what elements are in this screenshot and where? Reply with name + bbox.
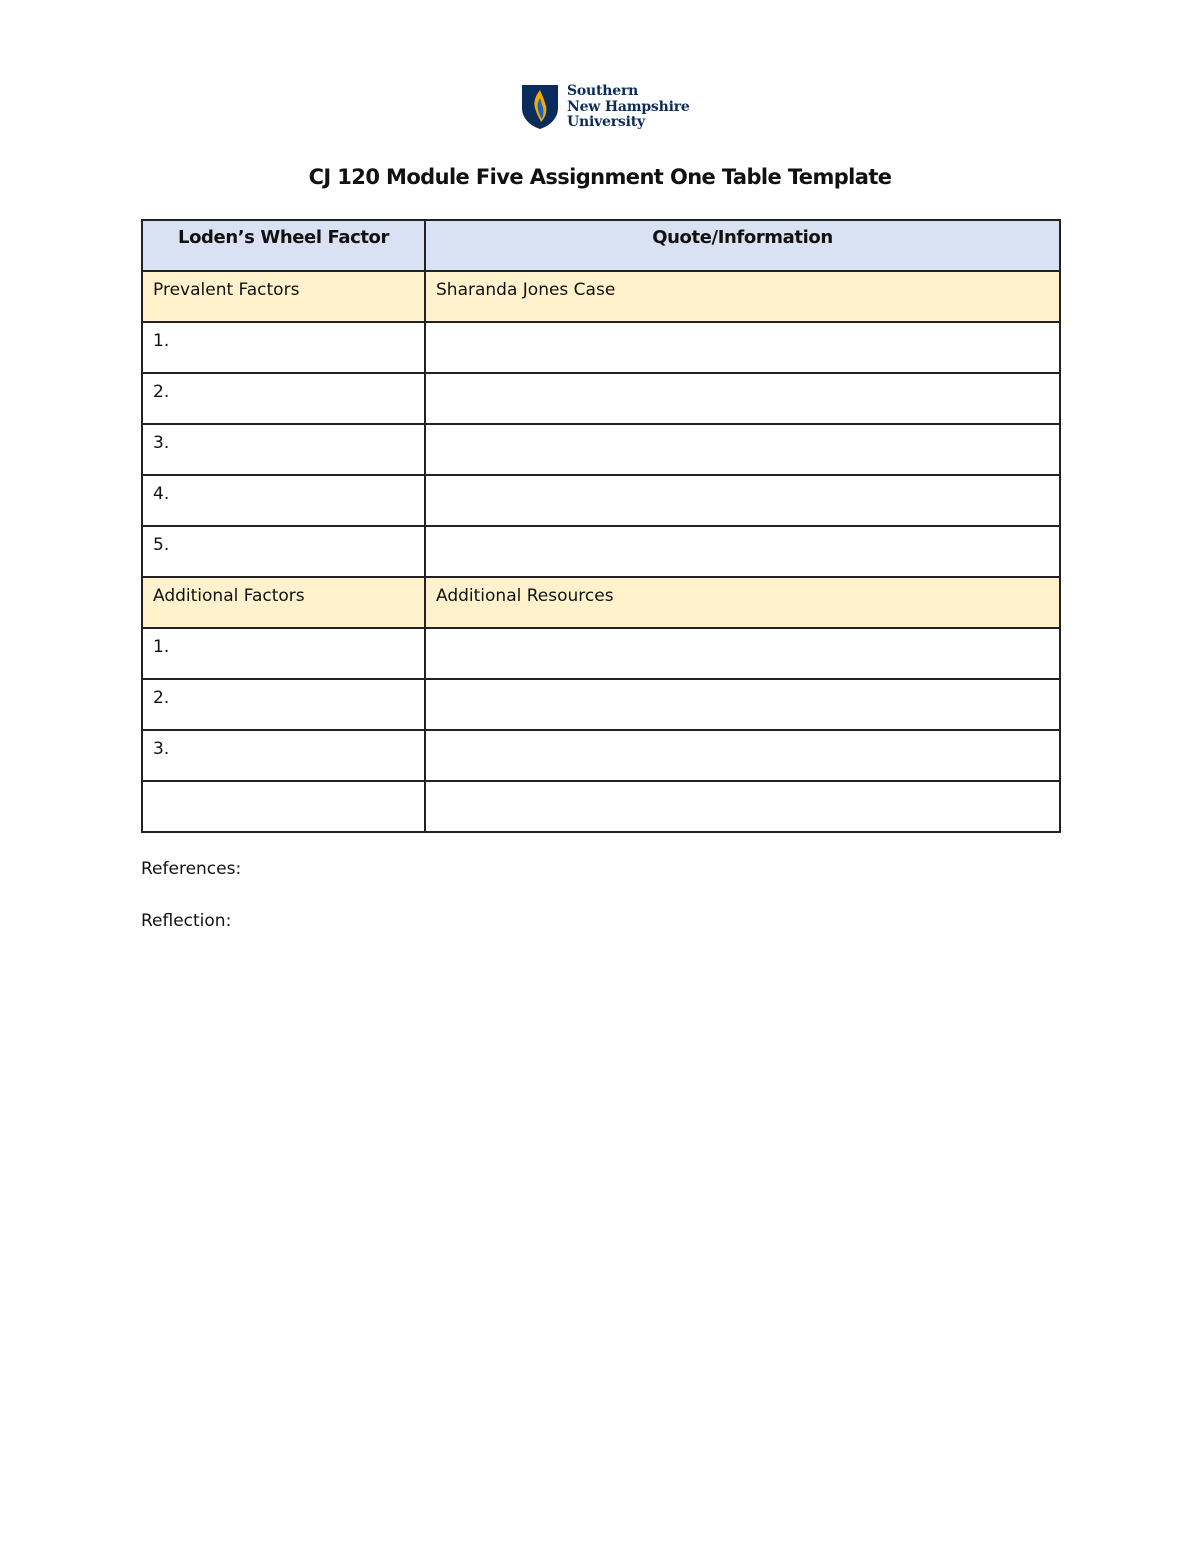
table-row bbox=[142, 628, 1060, 679]
row-number-cell[interactable]: 3. bbox=[142, 424, 425, 475]
table-row bbox=[142, 475, 1060, 526]
row-info-cell[interactable] bbox=[425, 373, 1060, 424]
row-info-cell[interactable] bbox=[425, 322, 1060, 373]
row-info-cell[interactable] bbox=[425, 628, 1060, 679]
factor-table bbox=[141, 219, 1061, 833]
row-number-cell[interactable]: 4. bbox=[142, 475, 425, 526]
section-row-additional bbox=[142, 577, 1060, 628]
snhu-logo bbox=[521, 84, 691, 132]
section-label-case[interactable]: Sharanda Jones Case bbox=[425, 271, 1060, 322]
shield-flame-icon bbox=[521, 84, 559, 130]
row-info-cell[interactable] bbox=[425, 475, 1060, 526]
references-label: References: bbox=[141, 859, 242, 879]
section-label-additional-resources[interactable]: Additional Resources bbox=[425, 577, 1060, 628]
table-row bbox=[142, 526, 1060, 577]
document-title: CJ 120 Module Five Assignment One Table Template bbox=[308, 165, 892, 189]
row-number-cell[interactable]: 2. bbox=[142, 679, 425, 730]
table-row bbox=[142, 730, 1060, 781]
row-info-cell[interactable] bbox=[425, 526, 1060, 577]
row-info-cell[interactable] bbox=[425, 730, 1060, 781]
table-row bbox=[142, 373, 1060, 424]
logo-line-2: New Hampshire bbox=[567, 98, 690, 115]
table-row bbox=[142, 322, 1060, 373]
section-label-additional-factors[interactable]: Additional Factors bbox=[142, 577, 425, 628]
row-info-cell[interactable] bbox=[425, 781, 1060, 832]
logo-wordmark bbox=[567, 84, 690, 131]
logo-line-1: Southern bbox=[567, 83, 639, 99]
section-row-prevalent bbox=[142, 271, 1060, 322]
header-lodens-wheel-factor: Loden’s Wheel Factor bbox=[142, 220, 425, 271]
table-row bbox=[142, 781, 1060, 832]
row-info-cell[interactable] bbox=[425, 679, 1060, 730]
row-number-cell[interactable]: 3. bbox=[142, 730, 425, 781]
section-label-prevalent-factors[interactable]: Prevalent Factors bbox=[142, 271, 425, 322]
row-number-cell[interactable] bbox=[142, 781, 425, 832]
table-row bbox=[142, 679, 1060, 730]
reflection-label: Reflection: bbox=[141, 911, 232, 931]
row-number-cell[interactable]: 2. bbox=[142, 373, 425, 424]
table-row bbox=[142, 424, 1060, 475]
header-quote-information: Quote/Information bbox=[425, 220, 1060, 271]
row-info-cell[interactable] bbox=[425, 424, 1060, 475]
logo-line-3: University bbox=[567, 114, 645, 130]
row-number-cell[interactable]: 1. bbox=[142, 628, 425, 679]
row-number-cell[interactable]: 1. bbox=[142, 322, 425, 373]
row-number-cell[interactable]: 5. bbox=[142, 526, 425, 577]
table-header-row bbox=[142, 220, 1060, 271]
